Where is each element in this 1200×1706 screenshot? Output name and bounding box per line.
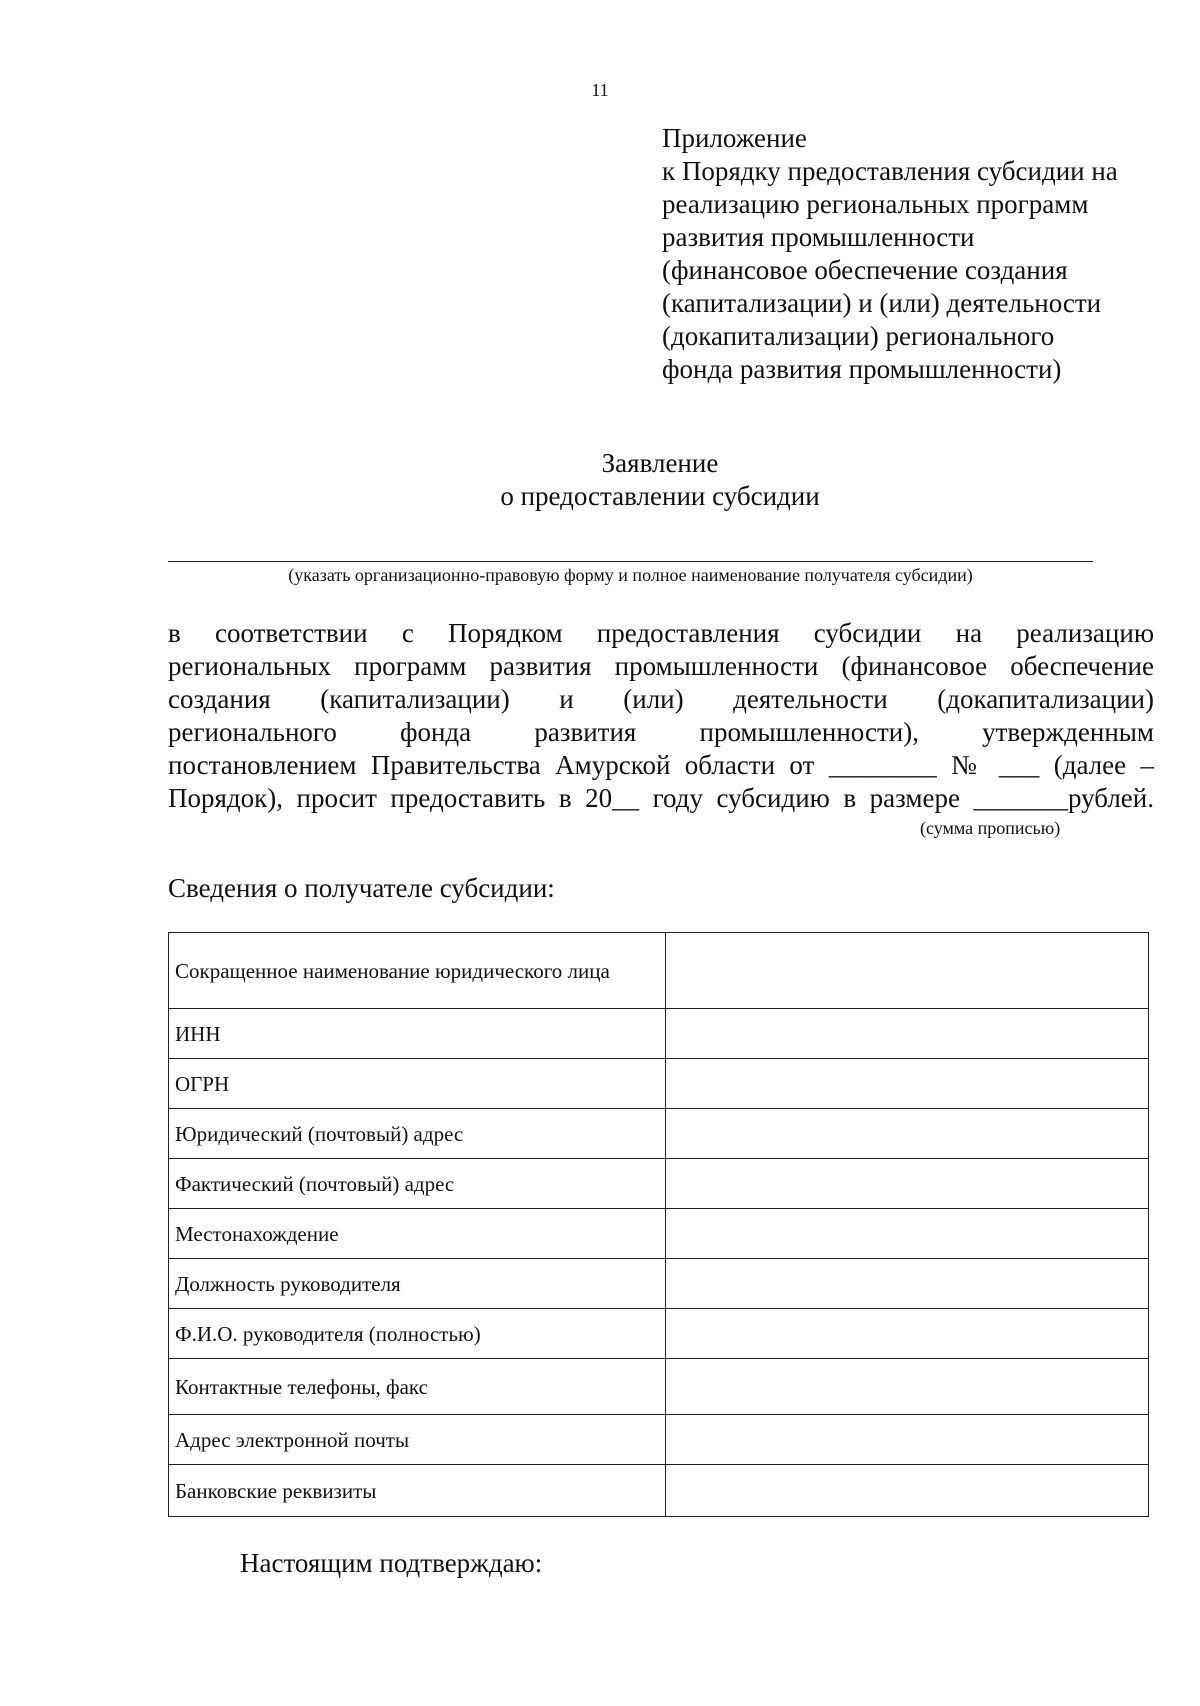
document-title-line2: о предоставлении субсидии xyxy=(500,481,820,511)
document-title xyxy=(0,447,1200,513)
row-label: ОГРН xyxy=(169,1059,666,1109)
row-value-field[interactable] xyxy=(666,1109,1149,1159)
row-label: Адрес электронной почты xyxy=(169,1415,666,1465)
appendix-line: развития промышленности xyxy=(662,222,975,252)
table-row xyxy=(169,1465,1149,1517)
row-value-field[interactable] xyxy=(666,1159,1149,1209)
table-row xyxy=(169,1209,1149,1259)
recipient-info-table xyxy=(168,932,1149,1517)
row-value-field[interactable] xyxy=(666,1309,1149,1359)
body-line: регионального фонда развития промышленности), утвержденным xyxy=(168,717,1154,747)
amount-caption: (сумма прописью) xyxy=(920,818,1061,838)
row-label: Банковские реквизиты xyxy=(169,1465,666,1517)
row-label: Фактический (почтовый) адрес xyxy=(169,1159,666,1209)
document-title-line1: Заявление xyxy=(601,448,719,478)
row-value-field[interactable] xyxy=(666,1059,1149,1109)
table-row xyxy=(169,1159,1149,1209)
table-row xyxy=(169,1309,1149,1359)
page-number: 11 xyxy=(591,80,609,100)
appendix-line: (докапитализации) регионального xyxy=(662,321,1055,351)
appendix-line: (финансовое обеспечение создания xyxy=(662,255,1068,285)
applicant-name-line xyxy=(168,561,1093,562)
body-line: региональных программ развития промышленности (финансовое обеспечение xyxy=(168,651,1154,681)
row-label: Сокращенное наименование юридического лица xyxy=(169,933,666,1009)
row-label: ИНН xyxy=(169,1009,666,1059)
table-row xyxy=(169,1415,1149,1465)
row-value-field[interactable] xyxy=(666,1415,1149,1465)
section-title: Сведения о получателе субсидии: xyxy=(168,873,555,903)
body-line: Порядок), просит предоставить в 20__ году субсидию в размере _______рублей. xyxy=(168,783,1154,813)
body-line: создания (капитализации) и (или) деятельности (докапитализации) xyxy=(168,684,1154,714)
row-value-field[interactable] xyxy=(666,1009,1149,1059)
row-value-field[interactable] xyxy=(666,933,1149,1009)
appendix-line: (капитализации) и (или) деятельности xyxy=(662,288,1102,318)
row-label: Местонахождение xyxy=(169,1209,666,1259)
row-label: Юридический (почтовый) адрес xyxy=(169,1109,666,1159)
appendix-line: фонда развития промышленности) xyxy=(662,354,1062,384)
applicant-caption: (указать организационно-правовую форму и полное наименование получателя субсидии) xyxy=(288,565,973,585)
row-value-field[interactable] xyxy=(666,1465,1149,1517)
table-row xyxy=(169,1109,1149,1159)
table-row xyxy=(169,933,1149,1009)
row-label: Контактные телефоны, факс xyxy=(169,1359,666,1415)
appendix-heading xyxy=(662,122,1182,386)
body-line: в соответствии с Порядком предоставления субсидии на реализацию xyxy=(168,618,1154,648)
body-line: постановлением Правительства Амурской области от ________ № ___ (далее – xyxy=(168,750,1154,780)
table-row xyxy=(169,1359,1149,1415)
table-row xyxy=(169,1259,1149,1309)
row-label: Должность руководителя xyxy=(169,1259,666,1309)
row-value-field[interactable] xyxy=(666,1259,1149,1309)
appendix-line: к Порядку предоставления субсидии на xyxy=(662,156,1118,186)
row-label: Ф.И.О. руководителя (полностью) xyxy=(169,1309,666,1359)
confirm-text: Настоящим подтверждаю: xyxy=(240,1548,543,1578)
table-row xyxy=(169,1059,1149,1109)
table-row xyxy=(169,1009,1149,1059)
appendix-line: реализацию региональных программ xyxy=(662,189,1089,219)
body-paragraph xyxy=(168,617,1154,815)
row-value-field[interactable] xyxy=(666,1359,1149,1415)
appendix-line: Приложение xyxy=(662,123,807,153)
row-value-field[interactable] xyxy=(666,1209,1149,1259)
